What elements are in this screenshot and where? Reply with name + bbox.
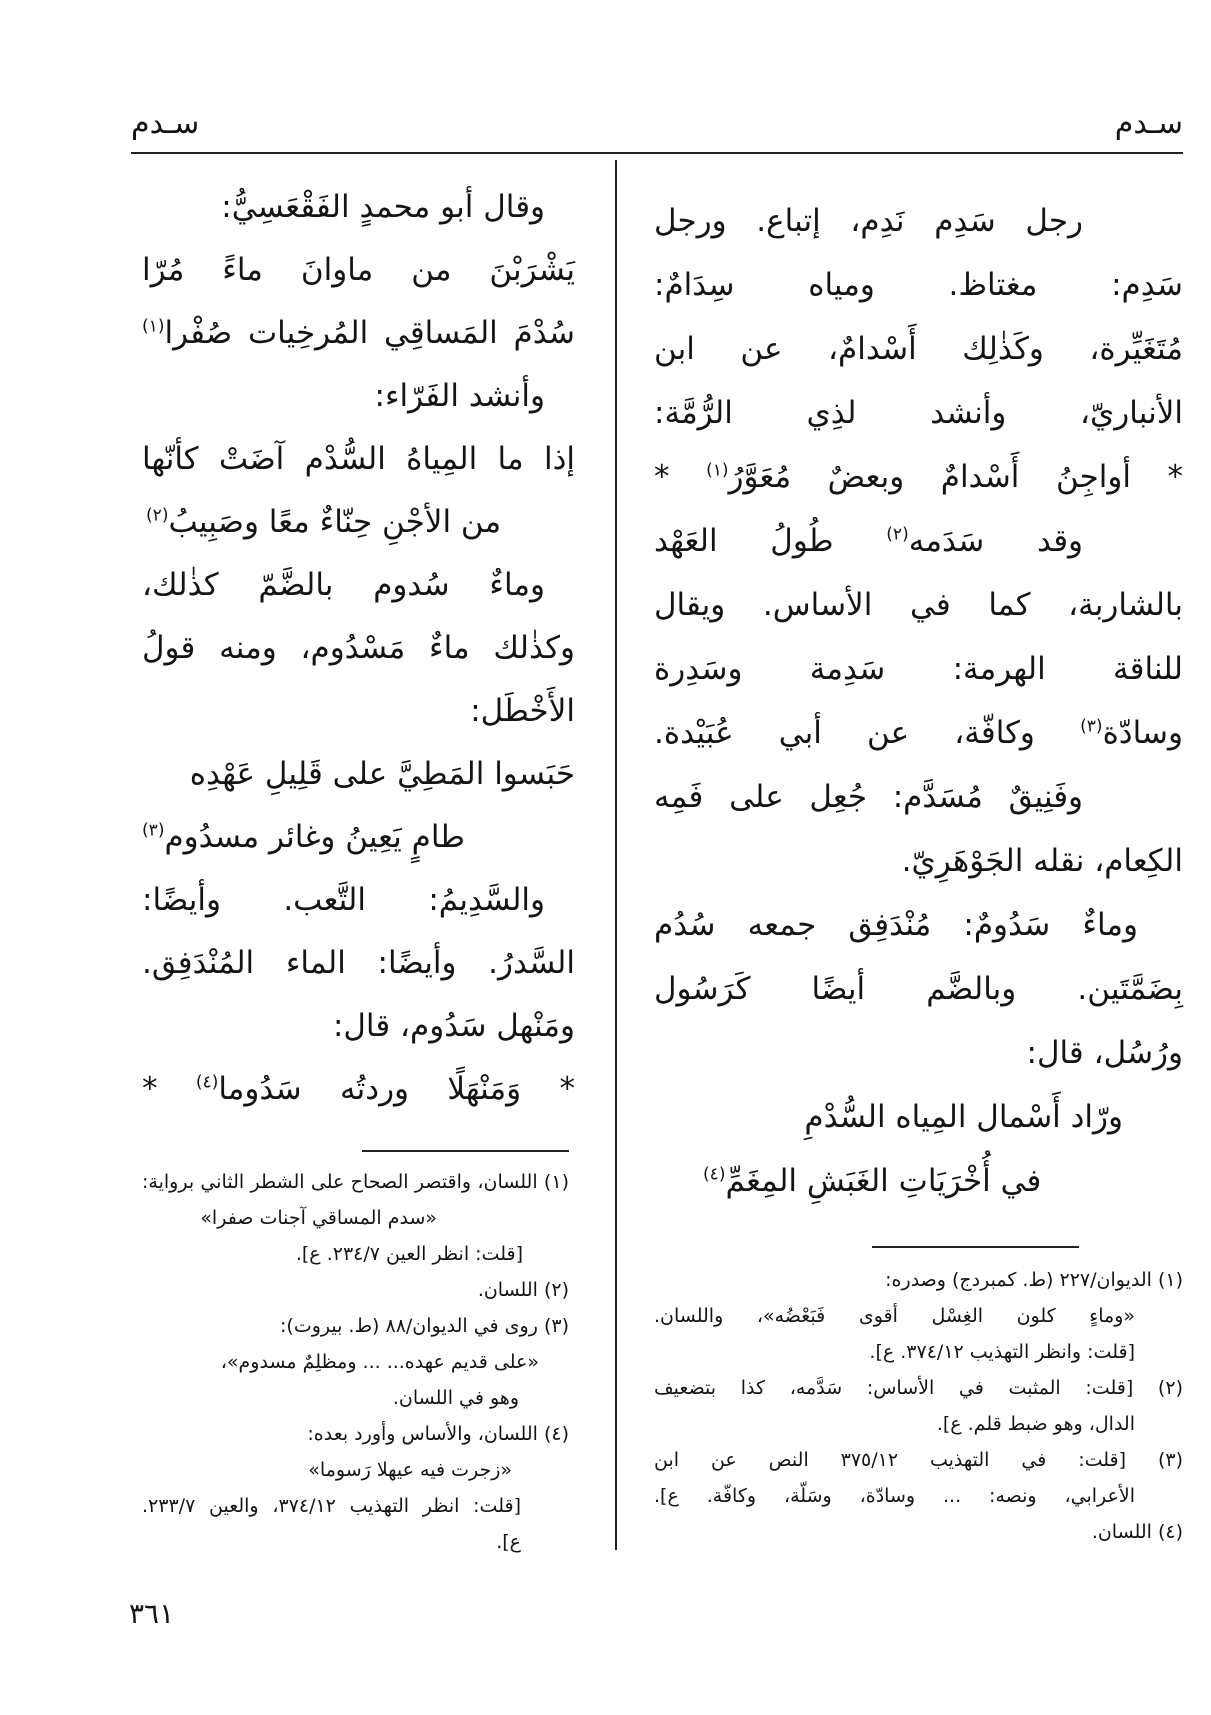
left-text-line-3: سُدْمَ المَساقِي المُرخِيات صُفْرا$^{(١)}$ — [142, 315, 575, 351]
left-text-line-10: حَبَسوا المَطِيَّ على قَلِيلِ عَهْدِه — [189, 756, 575, 792]
page-number: ٣٦١ — [129, 1597, 175, 1630]
left-text-line-2: يَشْرَبْنَ من ماوانَ ماءً مُرّا — [142, 252, 575, 288]
left-text-line-11: طامٍ يَعِينُ وغائر مسدُوم$^{(٣)}$ — [142, 819, 465, 855]
left-footnote-line-6: «على قديم عهده... ... ومظلِمٌ مسدوم»، — [220, 1351, 539, 1373]
left-footnote-line-8: (٤) اللسان، والأساس وأورد بعده: — [307, 1423, 569, 1445]
right-footnote-line-6: (٣) [قلت: في التهذيب ٣٧٥/١٢ النص عن ابن — [654, 1449, 1184, 1471]
running-head-right: سـدم — [1114, 106, 1183, 141]
right-text-line-5: * أواجِنُ أَسْدامٌ وبعضٌ مُعَوَّرُ$^{(١)}$ * — [654, 459, 1183, 495]
left-text-line-14: ومَنْهل سَدُوم، قال: — [332, 1008, 575, 1044]
left-footnote-line-2: «سدم المساقي آجنات صفرا» — [200, 1207, 437, 1229]
right-footnote-line-7: الأعرابي، ونصه: ... وسادّة، وسَلّة، وكافّة. ع]. — [654, 1485, 1135, 1507]
right-text-line-10: وفَنِيقٌ مُسَدَّم: جُعِل على فَمِه — [654, 779, 1083, 815]
right-footnote-line-3: [قلت: وانظر التهذيب ٣٧٤/١٢. ع]. — [869, 1341, 1135, 1363]
left-column-text — [142, 176, 575, 1121]
left-footnote-rule — [362, 1150, 569, 1152]
right-text-line-4: الأنباريّ، وأنشد لذِي الرُّمَّة: — [654, 395, 1183, 431]
right-text-line-14: ورُسُل، قال: — [1026, 1035, 1183, 1071]
right-text-line-6: وقد سَدَمه$^{(٢)}$ طُولُ العَهْد — [654, 523, 1084, 559]
right-text-line-3: مُتَغَيِّرة، وكَذٰلِك أَسْدامٌ، عن ابن — [654, 331, 1183, 367]
right-column-text — [654, 189, 1183, 1213]
right-text-line-12: وماءٌ سَدُومٌ: مُنْدَفِق جمعه سُدُم — [654, 907, 1138, 943]
column-divider — [615, 160, 617, 1550]
right-text-line-15: ورّاد أَسْمال المِياه السُّدْمِ — [804, 1099, 1123, 1135]
right-footnote-line-8: (٤) اللسان. — [1091, 1521, 1183, 1543]
left-text-line-4: وأنشد الفَرّاء: — [374, 378, 545, 414]
right-footnote-line-2: «وماءٍ كلون الغِسْل أقوى فَبَعْضُه»، واللسان. — [654, 1305, 1135, 1327]
left-text-line-8: وكذٰلك ماءٌ مَسْدُوم، ومنه قولُ — [142, 630, 575, 666]
right-footnote-line-4: (٢) [قلت: المثبت في الأساس: سَدَّمه، كذا بتضعيف — [654, 1377, 1183, 1399]
right-footnote-line-5: الدال، وهو ضبط قلم. ع]. — [936, 1413, 1135, 1435]
left-column-footnotes — [142, 1164, 569, 1560]
left-text-line-1: وقال أبو محمدٍ الفَقْعَسِيُّ: — [221, 189, 545, 225]
right-footnote-line-1: (١) الديوان/٢٢٧ (ط. كمبردج) وصدره: — [885, 1269, 1183, 1291]
header-rule — [131, 152, 1183, 154]
left-footnote-line-4: (٢) اللسان. — [477, 1279, 569, 1301]
right-text-line-11: الكِعام، نقله الجَوْهَرِيّ. — [901, 843, 1183, 879]
left-text-line-6: من الأجْنِ حِنّاءٌ معًا وصَبِيبُ$^{(٢)}$ — [146, 504, 502, 540]
right-text-line-9: وسادّة$^{(٣)}$ وكافّة، عن أبي عُبَيْدة. — [654, 715, 1183, 751]
right-footnote-rule — [872, 1246, 1079, 1248]
left-text-line-15: * وَمَنْهَلًا وردتُه سَدُوما$^{(٤)}$ * — [142, 1071, 575, 1107]
left-footnote-line-10: [قلت: انظر التهذيب ٣٧٤/١٢، والعين ٢٣٣/٧. — [142, 1495, 521, 1517]
running-head-left: سـدم — [131, 106, 200, 141]
left-footnote-line-3: [قلت: انظر العين ٢٣٤/٧. ع]. — [295, 1243, 523, 1265]
right-text-line-13: بِضَمَّتَين. وبالضَّم أيضًا كَرَسُول — [654, 971, 1183, 1007]
left-text-line-9: الأَخْطَل: — [470, 693, 575, 729]
left-text-line-7: وماءٌ سُدوم بالضَّمّ كذٰلك، — [142, 567, 545, 603]
left-footnote-line-7: وهو في اللسان. — [392, 1387, 519, 1409]
right-text-line-7: بالشاربة، كما في الأساس. ويقال — [654, 587, 1183, 623]
left-footnote-line-9: «زجرت فيه عيهلا رَسوما» — [308, 1459, 512, 1481]
left-footnote-line-5: (٣) روى في الديوان/٨٨ (ط. بيروت): — [280, 1315, 569, 1337]
right-text-line-16: في أُخْرَيَاتِ الغَبَشِ المِغَمِّ$^{(٤)}$ — [703, 1163, 1042, 1199]
left-footnote-line-11: ع]. — [496, 1531, 521, 1553]
left-footnote-line-1: (١) اللسان، واقتصر الصحاح على الشطر الثاني برواية: — [142, 1171, 569, 1193]
right-text-line-1: رجل سَدِم نَدِم، إتباع. ورجل — [654, 203, 1083, 239]
right-text-line-2: سَدِم: مغتاظ. ومياه سِدَامٌ: — [654, 267, 1183, 303]
right-text-line-8: للناقة الهرمة: سَدِمة وسَدِرة — [654, 651, 1183, 687]
left-text-line-13: السَّدرُ. وأيضًا: الماء المُنْدَفِق. — [142, 945, 575, 981]
right-column-footnotes — [654, 1262, 1183, 1550]
left-text-line-5: إذا ما المِياهُ السُّدْم آضَتْ كأنّها — [142, 441, 575, 477]
left-text-line-12: والسَّدِيمُ: التَّعب. وأيضًا: — [142, 882, 545, 918]
